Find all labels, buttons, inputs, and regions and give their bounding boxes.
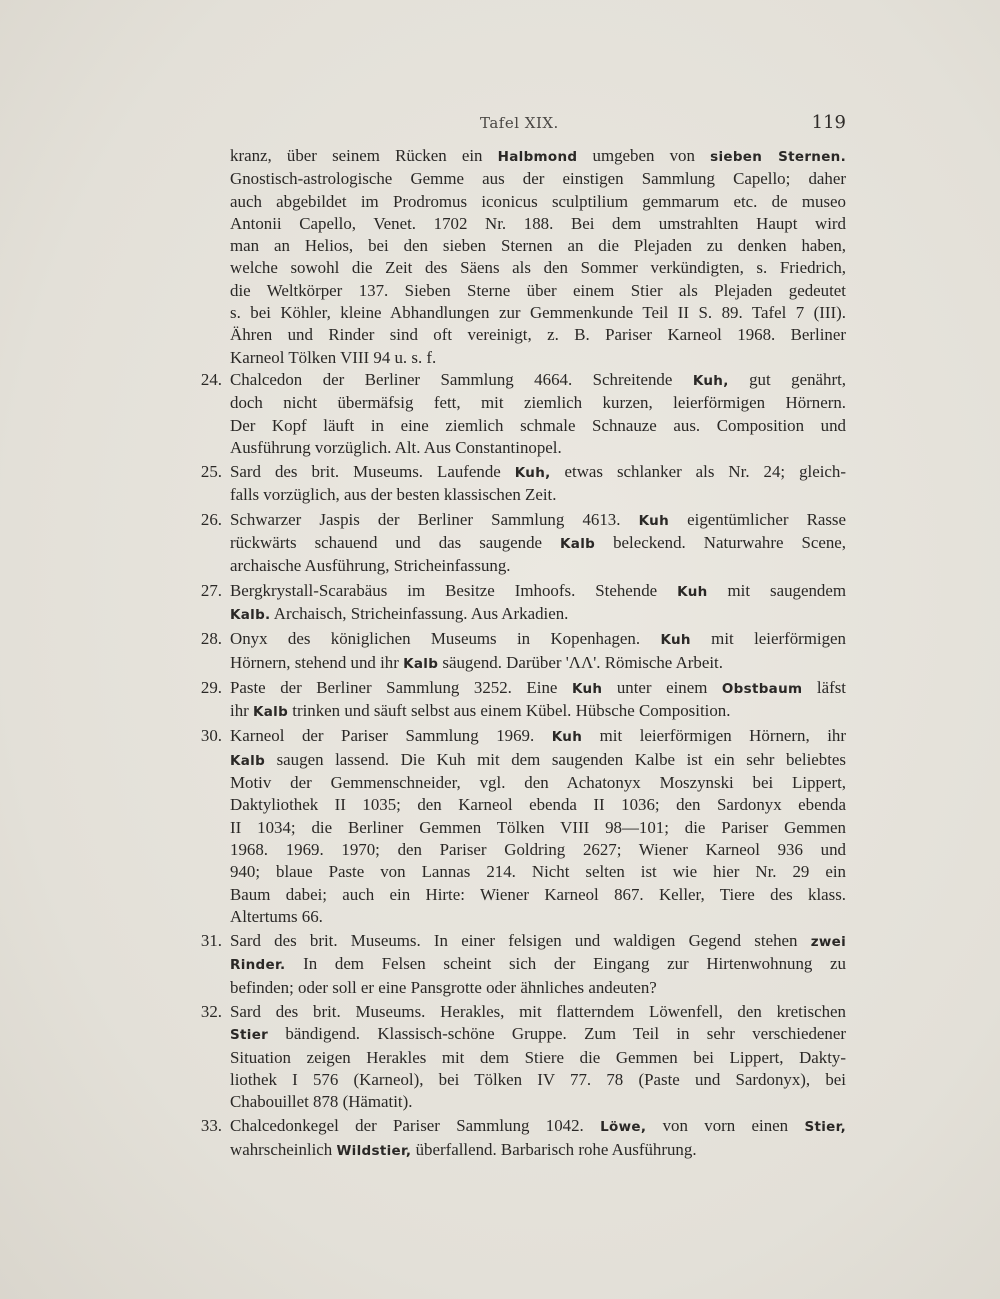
- text-run: befinden; oder soll er eine Pansgrotte oder ähnliches andeuten?: [230, 977, 657, 997]
- text-line: [230, 906, 846, 928]
- catalog-entry: [200, 369, 847, 459]
- text-run: etwas schlanker als Nr. 24; gleich-: [550, 462, 846, 482]
- text-run: unter einem: [602, 677, 722, 697]
- text-run: ihr: [230, 701, 253, 721]
- catalog-entry: [200, 580, 846, 627]
- emphasized-term: Kuh: [571, 680, 603, 697]
- entry-number: 26.: [200, 509, 222, 529]
- text-line: [230, 213, 846, 235]
- text-run: II 1034; die Berliner Gemmen Tölken VIII 98—101; die Pariser Gemmen: [230, 817, 846, 837]
- text-line: [230, 677, 846, 700]
- text-run: Chalcedon der Berliner Sammlung 4664. Schreitende: [230, 369, 693, 389]
- text-line: [230, 628, 846, 651]
- emphasized-term: zwei: [810, 934, 846, 951]
- emphasized-term: Kuh,: [514, 465, 551, 482]
- text-run: Baum dabei; auch ein Hirte: Wiener Karneol 867. Keller, Tiere des klass.: [230, 884, 846, 904]
- emphasized-term: Kalb: [403, 655, 439, 672]
- text-line: [230, 437, 846, 459]
- text-run: umgeben von: [577, 146, 711, 165]
- text-line: [230, 884, 846, 906]
- text-line: [230, 817, 846, 839]
- catalog-entry: [200, 628, 846, 675]
- text-run: Schwarzer Jaspis der Berliner Sammlung 4613.: [230, 509, 639, 529]
- text-line: [230, 930, 846, 953]
- text-line: [230, 1115, 846, 1138]
- entry-number: 33.: [200, 1116, 222, 1136]
- text-run: 1968. 1969. 1970; den Pariser Goldring 2627; Wiener Karneol 936 und: [230, 839, 846, 859]
- text-line: [230, 145, 846, 168]
- text-line: [230, 191, 846, 213]
- emphasized-term: Wildstier,: [336, 1142, 412, 1159]
- text-line: [230, 700, 846, 723]
- emphasized-term: sieben Sternen.: [710, 149, 846, 165]
- catalog-entry: [200, 930, 846, 999]
- text-run: Gnostisch-astrologische Gemme aus der einstigen Sammlung Capello; daher: [230, 169, 846, 189]
- text-run: archaische Ausführung, Stricheinfassung.: [230, 556, 511, 576]
- text-run: überfallend. Barbarisch rohe Ausführung.: [411, 1139, 697, 1159]
- text-line: [230, 369, 846, 392]
- text-run: mit leierförmigen: [690, 629, 846, 649]
- catalog-entry: [200, 461, 846, 507]
- text-run: Situation zeigen Herakles mit dem Stiere die Gemmen bei Lippert, Dakty-: [230, 1047, 846, 1067]
- emphasized-term: Kuh: [660, 632, 691, 649]
- emphasized-term: Stier: [230, 1027, 269, 1044]
- text-line: [230, 772, 846, 794]
- text-line: [230, 953, 846, 976]
- page-body: [0, 145, 1000, 1162]
- emphasized-term: Kuh,: [692, 372, 729, 389]
- text-line: [230, 532, 846, 555]
- text-run: Altertums 66.: [230, 906, 323, 926]
- text-line: [230, 324, 846, 346]
- text-run: Daktyliothek II 1035; den Karneol ebenda II 1036; den Sardonyx ebenda: [230, 795, 846, 815]
- emphasized-term: Stier,: [804, 1119, 847, 1136]
- text-line: [230, 1091, 846, 1113]
- entry-number: 28.: [200, 629, 222, 649]
- entry-number: 29.: [200, 677, 222, 697]
- text-run: Paste der Berliner Sammlung 3252. Eine: [230, 677, 572, 697]
- text-run: man an Helios, bei den sieben Sternen an die Plejaden zu denken haben,: [230, 236, 846, 256]
- text-run: Bergkrystall-Scarabäus im Besitze Imhoofs. Stehende: [230, 580, 678, 600]
- text-run: Sard des brit. Museums. In einer felsigen und waldigen Gegend stehen: [230, 931, 811, 951]
- text-line: [230, 168, 846, 190]
- text-run: säugend. Darüber 'ΛΛ'. Römische Arbeit.: [438, 652, 723, 672]
- emphasized-term: Kalb: [560, 536, 596, 553]
- emphasized-term: Löwe,: [600, 1119, 647, 1136]
- text-line: [230, 1139, 846, 1162]
- text-run: kranz, über seinem Rücken ein: [230, 146, 498, 165]
- text-run: Hörnern, stehend und ihr: [230, 652, 404, 672]
- catalog-entry: [200, 1001, 846, 1113]
- text-line: [230, 580, 846, 603]
- text-line: [230, 235, 846, 257]
- text-line: [230, 725, 846, 748]
- page-header: [230, 110, 846, 140]
- text-run: rückwärts schauend und das saugende: [230, 533, 561, 553]
- text-run: Onyx des königlichen Museums in Kopenhagen.: [230, 629, 661, 649]
- text-run: von vorn einen: [646, 1116, 805, 1136]
- entry-number: 24.: [200, 369, 222, 389]
- emphasized-term: Obstbaum: [721, 680, 803, 697]
- entry-number: 32.: [200, 1001, 222, 1021]
- catalog-entry: [200, 677, 846, 724]
- emphasized-term: Rinder.: [230, 957, 286, 974]
- text-line: [230, 509, 846, 532]
- text-line: [230, 1001, 846, 1023]
- text-run: Motiv der Gemmenschneider, vgl. den Achatonyx Moszynski bei Lippert,: [230, 773, 846, 793]
- text-run: beleckend. Naturwahre Scene,: [595, 533, 847, 553]
- emphasized-term: Kalb: [230, 752, 266, 769]
- text-run: Ähren und Rinder sind oft vereinigt, z. B. Pariser Karneol 1968. Berliner: [230, 325, 846, 345]
- text-run: Antonii Capello, Venet. 1702 Nr. 188. Bei dem umstrahlten Haupt wird: [230, 213, 846, 233]
- text-run: wahrscheinlich: [230, 1139, 337, 1159]
- text-run: gut genährt,: [728, 369, 847, 389]
- text-run: eigentümlicher Rasse: [669, 509, 847, 529]
- text-line: [230, 1023, 846, 1046]
- entry-list: [0, 369, 1000, 1162]
- emphasized-term: Kuh: [638, 512, 669, 529]
- text-run: bändigend. Klassisch-schöne Gruppe. Zum Teil in sehr verschiedener: [268, 1024, 846, 1044]
- emphasized-term: Halbmond: [497, 149, 578, 165]
- text-line: [230, 749, 846, 772]
- text-run: Sard des brit. Museums. Herakles, mit flatterndem Löwenfell, den kretischen: [230, 1001, 846, 1021]
- text-run: Chabouillet 878 (Hämatit).: [230, 1092, 413, 1112]
- text-line: [230, 392, 846, 414]
- text-line: [230, 415, 846, 437]
- text-line: [230, 1069, 846, 1091]
- catalog-entry: [200, 725, 846, 928]
- text-run: Karneol der Pariser Sammlung 1969.: [230, 726, 552, 746]
- text-run: mit leierförmigen Hörnern, ihr: [582, 726, 846, 746]
- page-number: 119: [811, 112, 846, 133]
- text-run: läfst: [802, 677, 846, 697]
- text-run: trinken und säuft selbst aus einem Kübel. Hübsche Composition.: [288, 701, 731, 721]
- emphasized-term: Kuh: [677, 583, 708, 600]
- text-run: Ausführung vorzüglich. Alt. Aus Constantinopel.: [230, 437, 562, 457]
- text-line: [230, 302, 846, 324]
- emphasized-term: Kuh: [551, 729, 583, 746]
- text-run: saugen lassend. Die Kuh mit dem saugenden Kalbe ist ein sehr beliebtes: [265, 749, 846, 769]
- text-run: 940; blaue Paste von Lannas 214. Nicht selten ist wie hier Nr. 29 ein: [230, 862, 846, 882]
- text-run: s. bei Köhler, kleine Abhandlungen zur Gemmenkunde Teil II S. 89. Tafel 7 (III).: [230, 303, 846, 323]
- text-run: In dem Felsen scheint sich der Eingang zur Hirtenwohnung zu: [285, 954, 846, 974]
- text-run: liothek I 576 (Karneol), bei Tölken IV 77. 78 (Paste und Sardonyx), bei: [230, 1069, 846, 1089]
- text-run: auch abgebildet im Prodromus iconicus sculptilium gemmarum etc. de museo: [230, 191, 846, 211]
- text-line: [230, 861, 846, 883]
- text-line: [230, 461, 846, 484]
- text-line: [230, 347, 846, 369]
- emphasized-term: Kalb.: [230, 606, 271, 623]
- text-line: [230, 794, 846, 816]
- text-run: mit saugendem: [707, 580, 846, 600]
- entry-number: 31.: [200, 931, 222, 951]
- emphasized-term: Kalb: [253, 704, 289, 721]
- text-line: [230, 555, 846, 577]
- text-line: [230, 484, 846, 506]
- text-run: welche sowohl die Zeit des Säens als den Sommer verkündigten, s. Friedrich,: [230, 258, 846, 278]
- text-run: doch nicht übermäfsig fett, mit ziemlich kurzen, leierförmigen Hörnern.: [230, 393, 846, 413]
- text-line: [230, 1047, 846, 1069]
- text-run: Chalcedonkegel der Pariser Sammlung 1042.: [230, 1116, 601, 1136]
- catalog-entry: [200, 509, 847, 578]
- entry-number: 30.: [200, 726, 222, 746]
- text-line: [230, 280, 846, 302]
- intro-paragraph: [230, 145, 846, 369]
- catalog-entry: [200, 1115, 847, 1162]
- text-run: Archaisch, Stricheinfassung. Aus Arkadien.: [270, 603, 569, 623]
- text-run: die Weltkörper 137. Sieben Sterne über einem Stier als Plejaden gedeutet: [230, 280, 846, 300]
- text-line: [230, 257, 846, 279]
- text-line: [230, 839, 846, 861]
- running-title: Tafel XIX.: [480, 114, 559, 132]
- text-line: [230, 977, 846, 999]
- text-line: [230, 652, 846, 675]
- entry-number: 25.: [200, 462, 222, 482]
- entry-number: 27.: [200, 580, 222, 600]
- text-run: Sard des brit. Museums. Laufende: [230, 462, 515, 482]
- text-line: [230, 603, 846, 626]
- text-run: Karneol Tölken VIII 94 u. s. f.: [230, 347, 437, 367]
- text-run: falls vorzüglich, aus der besten klassischen Zeit.: [230, 485, 557, 505]
- text-run: Der Kopf läuft in eine ziemlich schmale Schnauze aus. Composition und: [230, 415, 846, 435]
